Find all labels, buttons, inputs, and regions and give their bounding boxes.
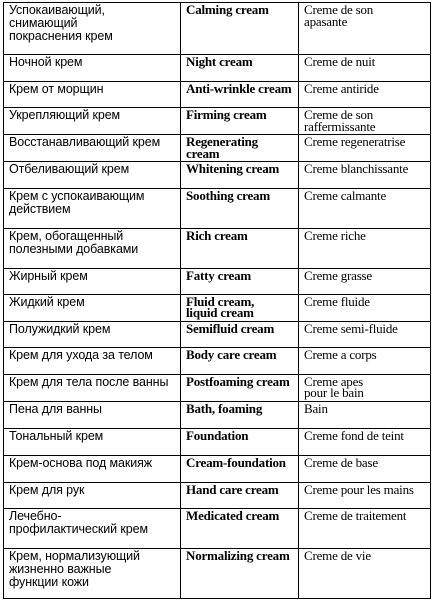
russian-term-cell	[4, 135, 181, 162]
russian-term: Жирный крем	[9, 269, 88, 283]
english-term-cell	[181, 135, 299, 162]
english-term-cell	[181, 348, 299, 375]
table-row	[4, 509, 431, 549]
table-row	[4, 269, 431, 295]
french-term-cell	[299, 269, 431, 295]
french-term: Creme antiride	[304, 81, 379, 96]
french-term: Creme de vie	[304, 548, 371, 563]
russian-term-cell	[4, 322, 181, 348]
russian-term: Крем, обогащенный полезными добавками	[9, 229, 139, 256]
english-term-cell	[181, 402, 299, 429]
russian-term-cell	[4, 509, 181, 549]
english-term-cell	[181, 483, 299, 509]
table-row	[4, 549, 431, 599]
table-row	[4, 429, 431, 456]
french-term-cell	[299, 483, 431, 509]
french-term: Creme semi-fluide	[304, 321, 398, 336]
english-term-cell	[181, 3, 299, 55]
french-term-cell	[299, 402, 431, 429]
table-row	[4, 375, 431, 402]
table-row	[4, 82, 431, 108]
russian-term-cell	[4, 82, 181, 108]
table-row	[4, 108, 431, 135]
russian-term-cell	[4, 456, 181, 483]
table-row	[4, 229, 431, 269]
russian-term-cell	[4, 402, 181, 429]
french-term-cell	[299, 375, 431, 402]
french-term: Bain	[304, 401, 328, 416]
english-term: Hand care cream	[186, 482, 279, 497]
russian-term: Жидкий крем	[9, 295, 85, 309]
english-term-cell	[181, 55, 299, 82]
english-term-cell	[181, 189, 299, 229]
english-term: Calming cream	[186, 2, 269, 17]
french-term: Creme pour les mains	[304, 482, 414, 497]
french-term-cell	[299, 108, 431, 135]
french-term-cell	[299, 429, 431, 456]
table-row	[4, 162, 431, 189]
russian-term: Отбеливающий крем	[9, 162, 130, 176]
french-term: Creme de base	[304, 455, 378, 470]
russian-term: Укрепляющий крем	[9, 108, 121, 122]
french-term: Creme de nuit	[304, 54, 376, 69]
russian-term: Крем от морщин	[9, 82, 104, 96]
french-term-cell	[299, 295, 431, 322]
english-term: Fluid cream, liquid cream	[186, 294, 255, 320]
english-term-cell	[181, 375, 299, 402]
russian-term: Тональный крем	[9, 429, 104, 443]
russian-term: Крем для тела после ванны	[9, 375, 169, 389]
english-term-cell	[181, 456, 299, 483]
russian-term: Крем-основа под макияж	[9, 456, 153, 470]
english-term: Rich cream	[186, 228, 248, 243]
english-term-cell	[181, 82, 299, 108]
french-term: Creme apes pour le bain	[304, 374, 364, 400]
russian-term: Пена для ванны	[9, 402, 102, 416]
table-row	[4, 348, 431, 375]
table-row	[4, 135, 431, 162]
table-row	[4, 456, 431, 483]
english-term-cell	[181, 108, 299, 135]
russian-term: Крем с успокаивающим действием	[9, 189, 145, 216]
french-term-cell	[299, 509, 431, 549]
table-row	[4, 189, 431, 229]
english-term-cell	[181, 429, 299, 456]
french-term: Creme de son raffermissante	[304, 107, 376, 134]
russian-term: Ночной крем	[9, 55, 83, 69]
french-term: Creme fluide	[304, 294, 370, 309]
french-term-cell	[299, 456, 431, 483]
table-row	[4, 483, 431, 509]
russian-term-cell	[4, 483, 181, 509]
french-term-cell	[299, 3, 431, 55]
english-term: Night cream	[186, 54, 253, 69]
french-term-cell	[299, 135, 431, 162]
french-term-cell	[299, 82, 431, 108]
french-term-cell	[299, 322, 431, 348]
russian-term-cell	[4, 348, 181, 375]
english-term-cell	[181, 295, 299, 322]
russian-term-cell	[4, 295, 181, 322]
russian-term: Лечебно- профилактический крем	[9, 509, 148, 536]
french-term: Creme de traitement	[304, 508, 407, 523]
russian-term: Восстанавливающий крем	[9, 135, 161, 149]
french-term: Creme blanchissante	[304, 161, 409, 176]
russian-term: Крем для рук	[9, 483, 85, 497]
cream-terms-table	[3, 2, 431, 599]
french-term: Creme fond de teint	[304, 428, 404, 443]
english-term: Bath, foaming	[186, 401, 263, 416]
english-term: Postfoaming cream	[186, 374, 290, 389]
table-row	[4, 402, 431, 429]
russian-term-cell	[4, 3, 181, 55]
french-term: Creme de son apasante	[304, 2, 374, 29]
russian-term-cell	[4, 269, 181, 295]
russian-term: Крем, нормализующий жизненно важные функции кожи	[9, 549, 140, 589]
french-term-cell	[299, 348, 431, 375]
table-row	[4, 295, 431, 322]
english-term-cell	[181, 229, 299, 269]
english-term: Cream-foundation	[186, 455, 286, 470]
russian-term-cell	[4, 162, 181, 189]
french-term-cell	[299, 549, 431, 599]
russian-term-cell	[4, 429, 181, 456]
english-term: Anti-wrinkle cream	[186, 81, 292, 96]
russian-term-cell	[4, 189, 181, 229]
table-body	[4, 3, 431, 599]
french-term: Creme regeneratrise	[304, 134, 406, 149]
english-term: Medicated cream	[186, 508, 280, 523]
russian-term: Крем для ухода за телом	[9, 348, 153, 362]
french-term-cell	[299, 55, 431, 82]
table-row	[4, 322, 431, 348]
english-term: Whitening cream	[186, 161, 280, 176]
english-term: Fatty cream	[186, 268, 252, 283]
french-term: Creme grasse	[304, 268, 372, 283]
russian-term: Успокаивающий, снимающий покраснения крем	[9, 3, 113, 43]
french-term: Creme calmante	[304, 188, 387, 203]
english-term: Body care cream	[186, 347, 277, 362]
french-term-cell	[299, 162, 431, 189]
russian-term-cell	[4, 375, 181, 402]
french-term-cell	[299, 229, 431, 269]
english-term-cell	[181, 509, 299, 549]
english-term: Semifluid cream	[186, 321, 275, 336]
russian-term-cell	[4, 55, 181, 82]
russian-term-cell	[4, 229, 181, 269]
english-term-cell	[181, 162, 299, 189]
english-term-cell	[181, 269, 299, 295]
russian-term: Полужидкий крем	[9, 322, 111, 336]
russian-term-cell	[4, 108, 181, 135]
english-term: Soothing cream	[186, 188, 270, 203]
english-term: Foundation	[186, 428, 249, 443]
table-row	[4, 3, 431, 55]
french-term: Creme riche	[304, 228, 366, 243]
english-term: Normalizing cream	[186, 548, 290, 563]
french-term: Creme a corps	[304, 347, 377, 362]
russian-term-cell	[4, 549, 181, 599]
english-term-cell	[181, 322, 299, 348]
english-term: Regenerating cream	[186, 134, 258, 161]
english-term: Firming cream	[186, 107, 267, 122]
english-term-cell	[181, 549, 299, 599]
table-row	[4, 55, 431, 82]
french-term-cell	[299, 189, 431, 229]
